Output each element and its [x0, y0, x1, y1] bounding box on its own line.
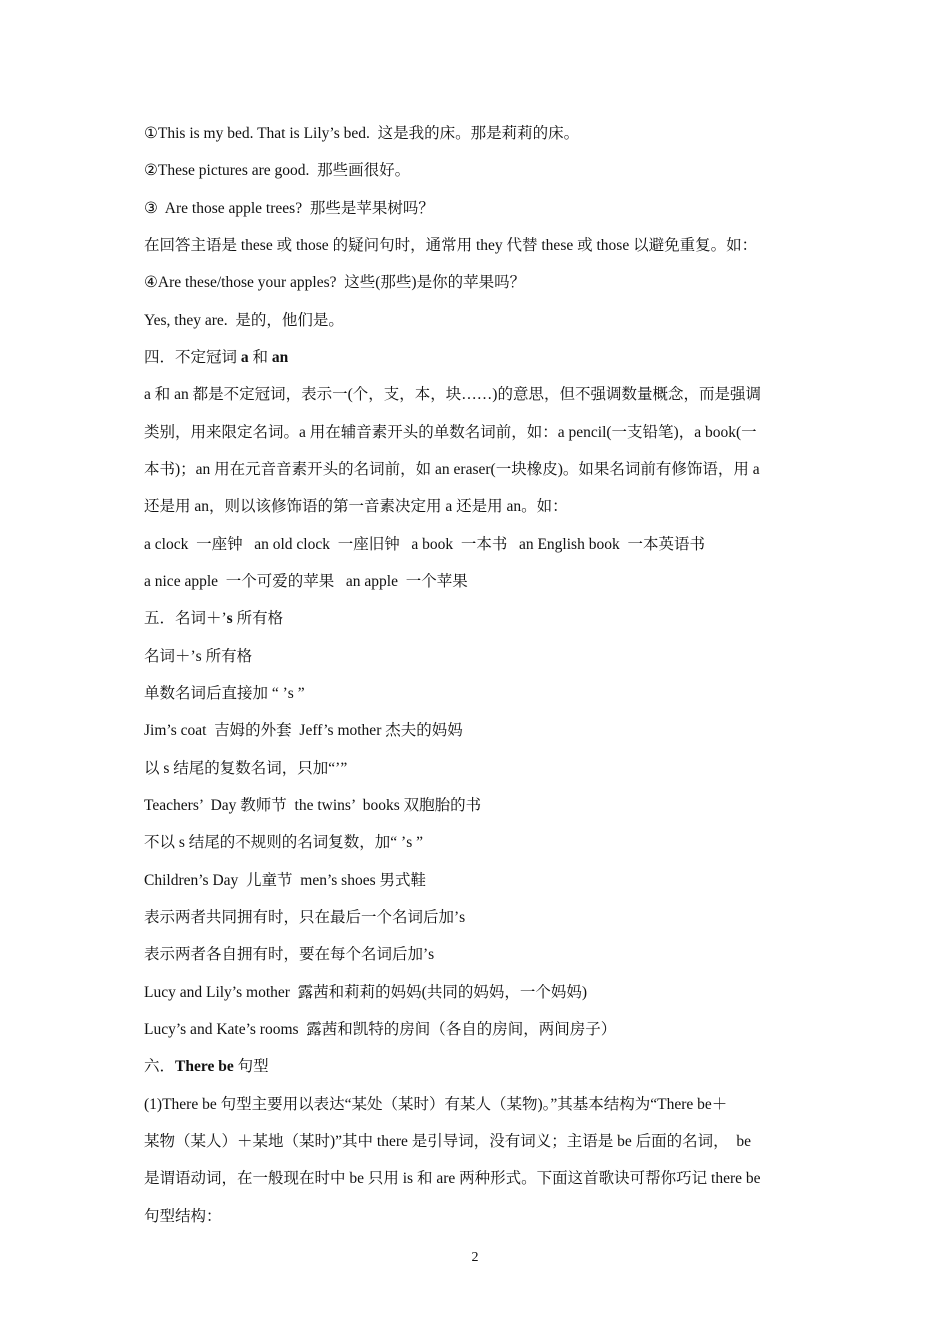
example-line: Children’s Day 儿童节 men’s shoes 男式鞋 [144, 872, 426, 889]
heading-term-there-be: There be [175, 1058, 234, 1075]
note-line: 在回答主语是 these 或 those 的疑问句时，通常用 they 代替 these 或 those 以避免重复。如： [144, 237, 758, 254]
heading-text: 六． [144, 1058, 176, 1075]
heading-term-a: a [240, 349, 249, 366]
rule-line: 表示两者各自拥有时，要在每个名词后加’s [144, 946, 435, 963]
answer-line: Yes, they are. 是的，他们是。 [144, 312, 344, 329]
example-line: a clock 一座钟 an old clock 一座旧钟 a book 一本书 an English book 一本英语书 [144, 536, 705, 553]
heading-text: 五．名词＋’ [144, 610, 227, 627]
rule-line: 不以 s 结尾的不规则的名词复数，加“ ’s ” [144, 834, 423, 851]
rule-line: 以 s 结尾的复数名词，只加“’” [144, 760, 348, 777]
paragraph-line: 本书)；an 用在元音音素开头的名词前，如 an eraser(一块橡皮)。如果名词前有修饰语，用 a [144, 461, 760, 478]
heading-text: 所有格 [232, 610, 284, 627]
example-line: a nice apple 一个可爱的苹果 an apple 一个苹果 [144, 573, 468, 590]
paragraph-line: (1)There be 句型主要用以表达“某处（某时）有某人（某物)。”其基本结构为“There be＋ [144, 1096, 728, 1113]
section-heading-4 [144, 348, 814, 368]
paragraph-line: 类别，用来限定名词。a 用在辅音素开头的单数名词前，如：a pencil(一支铅笔)，a book(一 [144, 424, 757, 441]
heading-term-an: an [271, 349, 289, 366]
paragraph-line: a 和 an 都是不定冠词，表示一(个，支，本，块……)的意思，但不强调数量概念，而是强调 [144, 386, 761, 403]
example-line: Lucy’s and Kate’s rooms 露茜和凯特的房间（各自的房间，两间房子） [144, 1021, 617, 1038]
example-line: Teachers’ Day 教师节 the twins’ books 双胞胎的书 [144, 797, 482, 814]
example-line-1: ①This is my bed. That is Lily’s bed. 这是我的床。那是莉莉的床。 [144, 125, 580, 142]
example-line-3: ③ Are those apple trees? 那些是苹果树吗？ [144, 200, 434, 217]
heading-text: 四．不定冠词 [144, 349, 241, 366]
heading-text: 和 [248, 349, 272, 366]
example-line: Lucy and Lily’s mother 露茜和莉莉的妈妈(共同的妈妈，一个妈妈) [144, 984, 588, 1001]
paragraph-line: 名词＋’s 所有格 [144, 648, 253, 665]
page-number: 2 [471, 1250, 479, 1265]
paragraph-line: 句型结构： [144, 1208, 222, 1225]
section-heading-6 [144, 1057, 814, 1077]
example-line-2: ②These pictures are good. 那些画很好。 [144, 162, 411, 179]
section-heading-5 [144, 609, 814, 629]
heading-text: 句型 [233, 1058, 269, 1075]
rule-line: 单数名词后直接加 “ ’s ” [144, 685, 305, 702]
example-line: Jim’s coat 吉姆的外套 Jeff’s mother 杰夫的妈妈 [144, 722, 463, 739]
paragraph-line: 某物（某人）＋某地（某时)”其中 there 是引导词，没有词义；主语是 be 后面的名词， be [144, 1133, 752, 1150]
paragraph-line: 还是用 an，则以该修饰语的第一音素决定用 a 还是用 an。如： [144, 498, 568, 515]
paragraph-line: 是谓语动词，在一般现在时中 be 只用 is 和 are 两种形式。下面这首歌诀可帮你巧记 there be [144, 1170, 761, 1187]
rule-line: 表示两者共同拥有时，只在最后一个名词后加’s [144, 909, 466, 926]
example-line-4: ④Are these/those your apples? 这些(那些)是你的苹果吗？ [144, 274, 526, 291]
heading-term-s: s [226, 610, 233, 627]
